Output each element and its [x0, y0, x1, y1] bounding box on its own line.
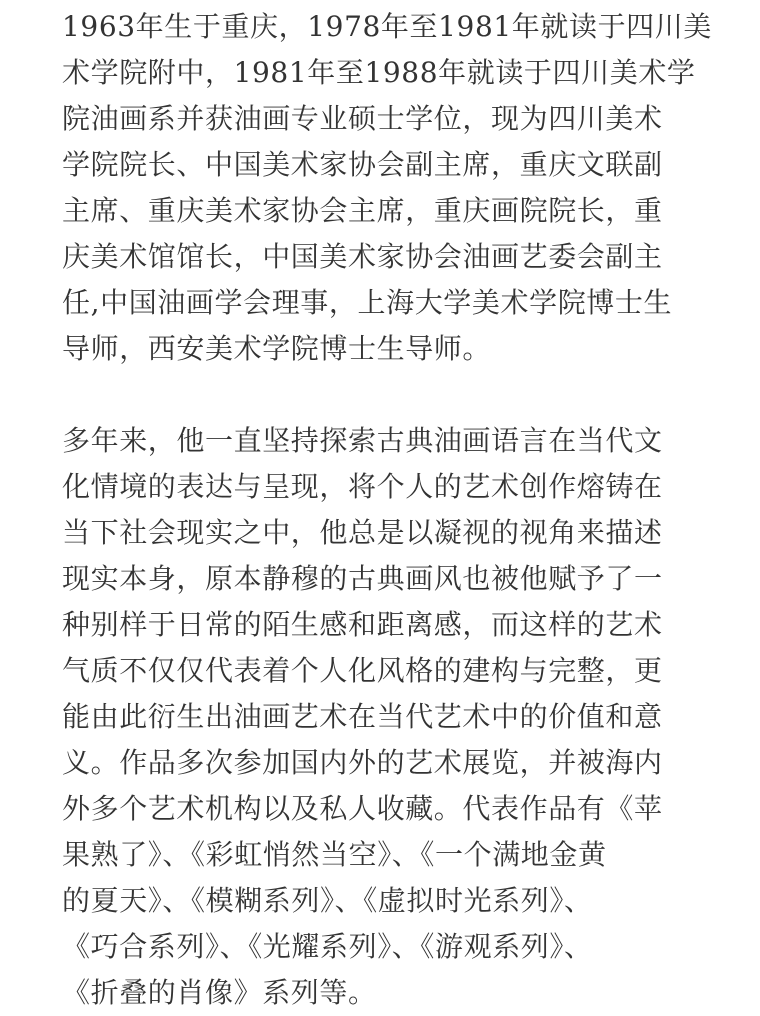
text-line: 主席、重庆美术家协会主席，重庆画院院长，重	[62, 194, 663, 227]
text-line: 果熟了》、《彩虹悄然当空》、《一个满地金黄	[62, 838, 607, 871]
text-line: 气质不仅仅代表着个人化风格的建构与完整，更	[62, 654, 663, 687]
text-line: 《巧合系列》、《光耀系列》、《游观系列》、	[62, 930, 593, 963]
text-line: 任,中国油画学会理事，上海大学美术学院博士生	[62, 286, 673, 319]
text-line: 现实本身，原本静穆的古典画风也被他赋予了一	[62, 562, 663, 595]
text-line: 庆美术馆馆长，中国美术家协会油画艺委会副主	[62, 240, 663, 273]
text-line: 学院院长、中国美术家协会副主席，重庆文联副	[62, 148, 663, 181]
text-line: 1963年生于重庆，1978年至1981年就读于四川美	[62, 10, 712, 43]
text-line: 院油画系并获油画专业硕士学位，现为四川美术	[62, 102, 663, 135]
article-body	[62, 4, 712, 1016]
paragraph-gap	[62, 372, 702, 418]
text-line: 多年来，他一直坚持探索古典油画语言在当代文	[62, 424, 663, 457]
text-line: 种别样于日常的陌生感和距离感，而这样的艺术	[62, 608, 663, 641]
text-line: 化情境的表达与呈现，将个人的艺术创作熔铸在	[62, 470, 663, 503]
text-line: 的夏天》、《模糊系列》、《虚拟时光系列》、	[62, 884, 593, 917]
text-line: 导师，西安美术学院博士生导师。	[62, 332, 492, 365]
text-line: 《折叠的肖像》系列等。	[62, 976, 377, 1009]
text-line: 术学院附中，1981年至1988年就读于四川美术学	[62, 56, 696, 89]
paragraph-biography	[62, 4, 712, 372]
text-line: 义。作品多次参加国内外的艺术展览，并被海内	[62, 746, 663, 779]
text-line: 外多个艺术机构以及私人收藏。代表作品有《苹	[62, 792, 663, 825]
paragraph-artistic-practice	[62, 418, 702, 1016]
text-line: 能由此衍生出油画艺术在当代艺术中的价值和意	[62, 700, 663, 733]
text-line: 当下社会现实之中，他总是以凝视的视角来描述	[62, 516, 663, 549]
